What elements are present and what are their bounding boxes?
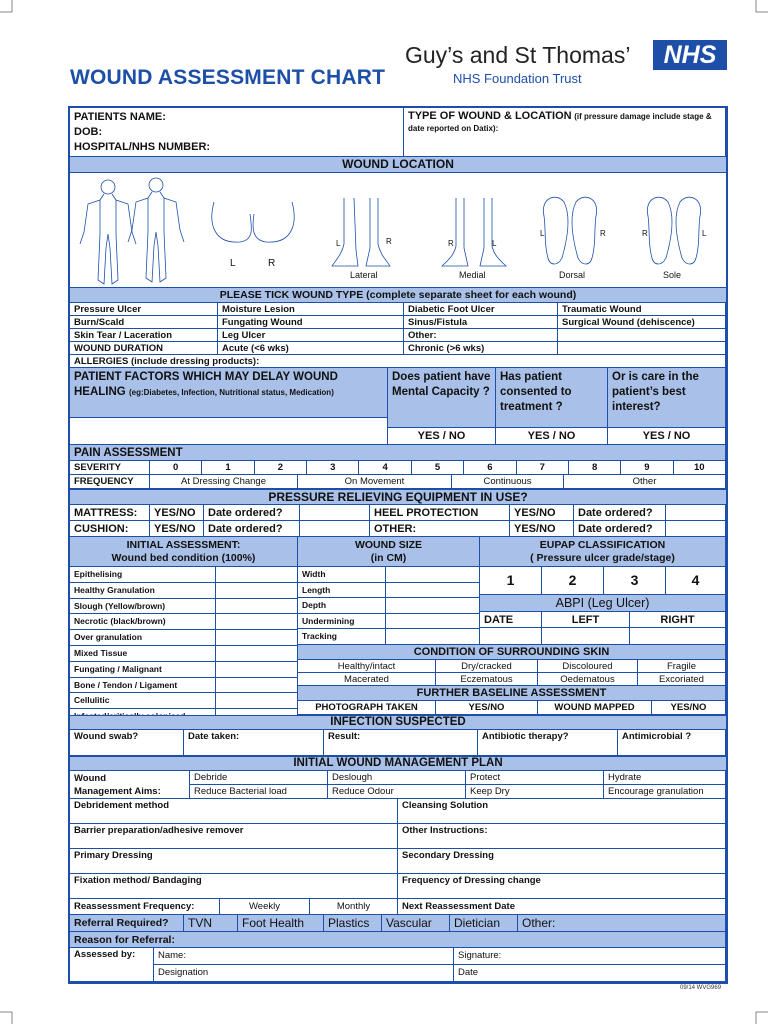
referral-foot-health[interactable]: Foot Health bbox=[238, 915, 324, 932]
heel-yes-no[interactable]: YES/NO bbox=[510, 505, 574, 521]
feet-medial-icon bbox=[442, 198, 506, 266]
label-l-buttocks: L bbox=[230, 258, 236, 269]
wound-bed-value[interactable] bbox=[216, 678, 298, 694]
hospital-number-label: HOSPITAL/NHS NUMBER: bbox=[74, 141, 211, 153]
other-yes-no[interactable]: YES/NO bbox=[510, 521, 574, 537]
patient-factors-box[interactable] bbox=[70, 368, 388, 418]
wound-bed-value[interactable] bbox=[216, 583, 298, 599]
skin-dry[interactable]: Dry/cracked bbox=[436, 660, 538, 673]
wt-burn-scald[interactable]: Burn/Scald bbox=[70, 316, 218, 329]
cushion-date-value[interactable] bbox=[300, 521, 370, 537]
wound-size-width: Width bbox=[298, 567, 386, 583]
wound-size-tracking: Tracking bbox=[298, 629, 386, 645]
wt-pressure-ulcer[interactable]: Pressure Ulcer bbox=[70, 303, 218, 316]
skin-fragile[interactable]: Fragile bbox=[638, 660, 726, 673]
wound-mapped-label: WOUND MAPPED bbox=[538, 701, 652, 715]
label-l-lateral: L bbox=[336, 239, 341, 248]
eupap-header bbox=[480, 537, 726, 567]
allergies-field[interactable]: ALLERGIES (include dressing products): bbox=[70, 355, 726, 368]
wt-traumatic-wound[interactable]: Traumatic Wound bbox=[558, 303, 726, 316]
mattress-date-value[interactable] bbox=[300, 505, 370, 521]
aim-protect[interactable]: Protect bbox=[466, 771, 604, 785]
date-taken-field[interactable]: Date taken: bbox=[184, 730, 324, 756]
wound-size-title: WOUND SIZE bbox=[354, 539, 423, 551]
debridement-method-field[interactable]: Debridement method bbox=[70, 799, 398, 824]
dob-label: DOB: bbox=[74, 126, 103, 138]
referral-tvn[interactable]: TVN bbox=[184, 915, 238, 932]
page-title: WOUND ASSESSMENT CHART bbox=[70, 66, 386, 89]
patient-factors-title: PATIENT FACTORS WHICH MAY DELAY WOUND HEALING bbox=[74, 371, 338, 398]
best-interest-question: Or is care in the patient’s best interest? bbox=[608, 368, 726, 428]
assessed-by-label: Assessed by: bbox=[70, 948, 154, 982]
photograph-yes-no[interactable]: YES/NO bbox=[436, 701, 538, 715]
wound-bed-value[interactable] bbox=[216, 662, 298, 678]
secondary-dressing-field[interactable]: Secondary Dressing bbox=[398, 849, 726, 874]
wound-size-value[interactable] bbox=[386, 629, 480, 645]
wd-acute[interactable]: Acute (<6 wks) bbox=[218, 342, 404, 355]
consent-yes-no[interactable]: YES / NO bbox=[496, 428, 608, 445]
wound-location-header: WOUND LOCATION bbox=[70, 156, 726, 173]
heel-date-value[interactable] bbox=[666, 505, 726, 521]
wound-bed-fungating-malignant: Fungating / Malignant bbox=[70, 662, 216, 678]
assessor-name-field[interactable]: Name: bbox=[154, 948, 454, 965]
label-medial: Medial bbox=[459, 270, 486, 280]
antibiotic-therapy-field[interactable]: Antibiotic therapy? bbox=[478, 730, 618, 756]
wound-size-undermining: Undermining bbox=[298, 614, 386, 630]
wt-leg-ulcer[interactable]: Leg Ulcer bbox=[218, 329, 404, 342]
mental-capacity-yes-no[interactable]: YES / NO bbox=[388, 428, 496, 445]
aim-hydrate[interactable]: Hydrate bbox=[604, 771, 726, 785]
trust-subtitle: NHS Foundation Trust bbox=[453, 71, 582, 86]
best-interest-yes-no[interactable]: YES / NO bbox=[608, 428, 726, 445]
barrier-preparation-field[interactable]: Barrier preparation/adhesive remover bbox=[70, 824, 398, 849]
wound-size-length: Length bbox=[298, 583, 386, 599]
initial-assessment-title: INITIAL ASSESSMENT: bbox=[126, 539, 241, 551]
crop-mark-top-left bbox=[0, 0, 14, 14]
aim-debride[interactable]: Debride bbox=[190, 771, 328, 785]
label-r-sole: R bbox=[642, 229, 648, 238]
wound-size-value[interactable] bbox=[386, 614, 480, 630]
cushion-yes-no[interactable]: YES/NO bbox=[150, 521, 204, 537]
wound-size-value[interactable] bbox=[386, 567, 480, 583]
severity-10[interactable]: 10 bbox=[674, 461, 726, 475]
severity-7[interactable]: 7 bbox=[517, 461, 569, 475]
cleansing-solution-field[interactable]: Cleansing Solution bbox=[398, 799, 726, 824]
wound-bed-over-granulation: Over granulation bbox=[70, 630, 216, 646]
buttocks-icon bbox=[212, 202, 294, 242]
wt-diabetic-foot-ulcer[interactable]: Diabetic Foot Ulcer bbox=[404, 303, 558, 316]
label-l-sole: L bbox=[702, 229, 707, 238]
wound-type-location-box[interactable] bbox=[404, 108, 726, 158]
wound-bed-value[interactable] bbox=[216, 646, 298, 662]
initial-assessment-header bbox=[70, 537, 298, 567]
feet-dorsal-icon bbox=[543, 197, 596, 264]
freq-other[interactable]: Other bbox=[564, 475, 726, 489]
wound-size-depth: Depth bbox=[298, 598, 386, 614]
pressure-equipment-header: PRESSURE RELIEVING EQUIPMENT IN USE? bbox=[70, 489, 726, 505]
cushion-label: CUSHION: bbox=[70, 521, 150, 537]
other-instructions-field[interactable]: Other Instructions: bbox=[398, 824, 726, 849]
abpi-right-value[interactable] bbox=[630, 628, 726, 645]
initial-assessment-subtitle: Wound bed condition (100%) bbox=[111, 552, 256, 564]
wound-bed-mixed-tissue: Mixed Tissue bbox=[70, 646, 216, 662]
wound-type-header: PLEASE TICK WOUND TYPE (complete separate sheet for each wound) bbox=[70, 287, 726, 303]
cushion-date-ordered[interactable]: Date ordered? bbox=[204, 521, 300, 537]
wound-mapped-yes-no[interactable]: YES/NO bbox=[652, 701, 726, 715]
other-equipment-label: OTHER: bbox=[370, 521, 510, 537]
wound-location-diagram[interactable] bbox=[70, 174, 726, 288]
wound-type-location-label: TYPE OF WOUND & LOCATION bbox=[408, 110, 572, 122]
referral-dietician[interactable]: Dietician bbox=[450, 915, 518, 932]
photograph-taken-label: PHOTOGRAPH TAKEN bbox=[298, 701, 436, 715]
label-l-medial: L bbox=[492, 239, 497, 248]
assessment-date-field[interactable]: Date bbox=[454, 965, 726, 982]
skin-healthy[interactable]: Healthy/intact bbox=[298, 660, 436, 673]
management-aims-label-1: Wound bbox=[74, 773, 107, 784]
wound-bed-value[interactable] bbox=[216, 630, 298, 646]
crop-mark-bottom-left bbox=[0, 1010, 14, 1024]
patient-details-box[interactable] bbox=[70, 108, 404, 158]
mattress-date-ordered[interactable]: Date ordered? bbox=[204, 505, 300, 521]
severity-0[interactable]: 0 bbox=[150, 461, 202, 475]
wt-moisture-lesion[interactable]: Moisture Lesion bbox=[218, 303, 404, 316]
referral-vascular[interactable]: Vascular bbox=[382, 915, 450, 932]
form-code: 09/14 WVG969 bbox=[680, 985, 722, 991]
label-sole: Sole bbox=[663, 270, 682, 280]
result-field[interactable]: Result: bbox=[324, 730, 478, 756]
antimicrobial-field[interactable]: Antimicrobial ? bbox=[618, 730, 726, 756]
wound-bed-value[interactable] bbox=[216, 567, 298, 583]
frequency-label: FREQUENCY bbox=[70, 475, 150, 489]
label-r-dorsal: R bbox=[600, 229, 606, 238]
severity-3[interactable]: 3 bbox=[307, 461, 359, 475]
eupap-title: EUPAP CLASSIFICATION bbox=[539, 539, 666, 551]
wound-bed-cellulitic: Cellulitic bbox=[70, 693, 216, 709]
pain-assessment-header: PAIN ASSESSMENT bbox=[70, 445, 726, 461]
wound-bed-value[interactable] bbox=[216, 599, 298, 615]
freq-on-movement[interactable]: On Movement bbox=[298, 475, 452, 489]
eupap-grade-2[interactable]: 2 bbox=[542, 567, 604, 595]
trust-logo-text bbox=[405, 42, 630, 86]
wound-bed-bone-tendon-ligament: Bone / Tendon / Ligament bbox=[70, 678, 216, 694]
referral-other[interactable]: Other: bbox=[518, 915, 726, 932]
body-front-icon bbox=[80, 180, 136, 284]
eupap-grade-3[interactable]: 3 bbox=[604, 567, 666, 595]
patients-name-label: PATIENTS NAME: bbox=[74, 111, 166, 123]
surrounding-skin-header: CONDITION OF SURROUNDING SKIN bbox=[298, 645, 726, 660]
skin-eczematous[interactable]: Eczematous bbox=[436, 673, 538, 686]
feet-lateral-icon bbox=[332, 198, 390, 266]
crop-mark-top-right bbox=[754, 0, 768, 14]
abpi-header: ABPI (Leg Ulcer) bbox=[480, 595, 726, 612]
body-back-icon bbox=[128, 178, 184, 282]
wd-empty[interactable] bbox=[558, 342, 726, 355]
wt-skin-tear[interactable]: Skin Tear / Laceration bbox=[70, 329, 218, 342]
aim-reduce-bacterial-load[interactable]: Reduce Bacterial load bbox=[190, 785, 328, 799]
severity-5[interactable]: 5 bbox=[412, 461, 464, 475]
assessor-signature-field[interactable]: Signature: bbox=[454, 948, 726, 965]
freq-continuous[interactable]: Continuous bbox=[452, 475, 564, 489]
label-dorsal: Dorsal bbox=[559, 270, 586, 280]
wt-empty-1[interactable] bbox=[558, 329, 726, 342]
label-r-lateral: R bbox=[386, 237, 392, 246]
reassessment-frequency-label: Reassessment Frequency: bbox=[70, 899, 220, 915]
wd-chronic[interactable]: Chronic (>6 wks) bbox=[404, 342, 558, 355]
reassess-monthly[interactable]: Monthly bbox=[310, 899, 398, 915]
wound-assessment-form bbox=[68, 106, 728, 984]
eupap-subtitle: ( Pressure ulcer grade/stage) bbox=[530, 552, 675, 564]
abpi-left-value[interactable] bbox=[542, 628, 630, 645]
wound-swab-field[interactable]: Wound swab? bbox=[70, 730, 184, 756]
wound-type-location-note: (if pressure damage include stage & date reported on Datix): bbox=[408, 112, 712, 133]
wound-bed-value[interactable] bbox=[216, 693, 298, 709]
fixation-method-field[interactable]: Fixation method/ Bandaging bbox=[70, 874, 398, 899]
wt-fungating-wound[interactable]: Fungating Wound bbox=[218, 316, 404, 329]
mattress-label: MATTRESS: bbox=[70, 505, 150, 521]
patient-factors-note: (eg:Diabetes, Infection, Nutritional status, Medication) bbox=[128, 388, 334, 397]
reason-for-referral-field[interactable]: Reason for Referral: bbox=[70, 932, 726, 948]
aim-keep-dry[interactable]: Keep Dry bbox=[466, 785, 604, 799]
severity-9[interactable]: 9 bbox=[621, 461, 673, 475]
consent-question: Has patient consented to treatment ? bbox=[496, 368, 608, 428]
skin-discoloured[interactable]: Discoloured bbox=[538, 660, 638, 673]
wound-bed-epithelising: Epithelising bbox=[70, 567, 216, 583]
label-r-buttocks: R bbox=[268, 258, 276, 269]
severity-4[interactable]: 4 bbox=[359, 461, 411, 475]
abpi-date-label: DATE bbox=[480, 612, 542, 628]
aim-encourage-granulation[interactable]: Encourage granulation bbox=[604, 785, 726, 799]
wound-size-subtitle: (in CM) bbox=[370, 552, 407, 564]
next-reassessment-date-field[interactable]: Next Reassessment Date bbox=[398, 899, 726, 915]
crop-mark-bottom-right bbox=[754, 1010, 768, 1024]
severity-label: SEVERITY bbox=[70, 461, 150, 475]
wound-size-value[interactable] bbox=[386, 598, 480, 614]
aim-reduce-odour[interactable]: Reduce Odour bbox=[328, 785, 466, 799]
severity-1[interactable]: 1 bbox=[202, 461, 254, 475]
assessor-designation-field[interactable]: Designation bbox=[154, 965, 454, 982]
management-plan-header: INITIAL WOUND MANAGEMENT PLAN bbox=[70, 756, 726, 771]
skin-macerated[interactable]: Macerated bbox=[298, 673, 436, 686]
severity-8[interactable]: 8 bbox=[569, 461, 621, 475]
further-baseline-header: FURTHER BASELINE ASSESSMENT bbox=[298, 686, 726, 701]
wound-bed-necrotic-black-brown: Necrotic (black/brown) bbox=[70, 614, 216, 630]
wound-bed-value[interactable] bbox=[216, 614, 298, 630]
wound-bed-healthy-granulation: Healthy Granulation bbox=[70, 583, 216, 599]
primary-dressing-field[interactable]: Primary Dressing bbox=[70, 849, 398, 874]
other-date-value[interactable] bbox=[666, 521, 726, 537]
freq-dressing-change[interactable]: At Dressing Change bbox=[150, 475, 298, 489]
infection-header: INFECTION SUSPECTED bbox=[70, 715, 726, 730]
other-date-ordered[interactable]: Date ordered? bbox=[574, 521, 666, 537]
wt-sinus-fistula[interactable]: Sinus/Fistula bbox=[404, 316, 558, 329]
heel-protection-label: HEEL PROTECTION bbox=[370, 505, 510, 521]
label-lateral: Lateral bbox=[350, 270, 378, 280]
patient-factors-answer[interactable] bbox=[70, 418, 388, 445]
management-aims-label bbox=[70, 771, 190, 799]
reassess-weekly[interactable]: Weekly bbox=[220, 899, 310, 915]
mental-capacity-question: Does patient have Mental Capacity ? bbox=[388, 368, 496, 428]
wt-other[interactable]: Other: bbox=[404, 329, 558, 342]
severity-2[interactable]: 2 bbox=[255, 461, 307, 475]
referral-required-label: Referral Required? bbox=[70, 915, 184, 932]
skin-oedematous[interactable]: Oedematous bbox=[538, 673, 638, 686]
abpi-date-value[interactable] bbox=[480, 628, 542, 645]
label-r-medial: R bbox=[448, 239, 454, 248]
label-l-dorsal: L bbox=[540, 229, 545, 238]
skin-excoriated[interactable]: Excoriated bbox=[638, 673, 726, 686]
feet-sole-icon bbox=[647, 197, 700, 264]
abpi-right-label: RIGHT bbox=[630, 612, 726, 628]
wound-bed-slough-yellow-brown: Slough (Yellow/brown) bbox=[70, 599, 216, 615]
eupap-grade-1[interactable]: 1 bbox=[480, 567, 542, 595]
management-aims-label-2: Management Aims: bbox=[74, 786, 161, 797]
nhs-logo: NHS bbox=[653, 40, 727, 70]
wound-size-header bbox=[298, 537, 480, 567]
referral-plastics[interactable]: Plastics bbox=[324, 915, 382, 932]
eupap-grade-4[interactable]: 4 bbox=[666, 567, 726, 595]
heel-date-ordered[interactable]: Date ordered? bbox=[574, 505, 666, 521]
aim-deslough[interactable]: Deslough bbox=[328, 771, 466, 785]
mattress-yes-no[interactable]: YES/NO bbox=[150, 505, 204, 521]
abpi-left-label: LEFT bbox=[542, 612, 630, 628]
wound-size-value[interactable] bbox=[386, 583, 480, 599]
dressing-frequency-field[interactable]: Frequency of Dressing change bbox=[398, 874, 726, 899]
wt-surgical-wound[interactable]: Surgical Wound (dehiscence) bbox=[558, 316, 726, 329]
wound-duration-label: WOUND DURATION bbox=[70, 342, 218, 355]
severity-6[interactable]: 6 bbox=[464, 461, 516, 475]
trust-name: Guy’s and St Thomas’ bbox=[405, 42, 631, 68]
